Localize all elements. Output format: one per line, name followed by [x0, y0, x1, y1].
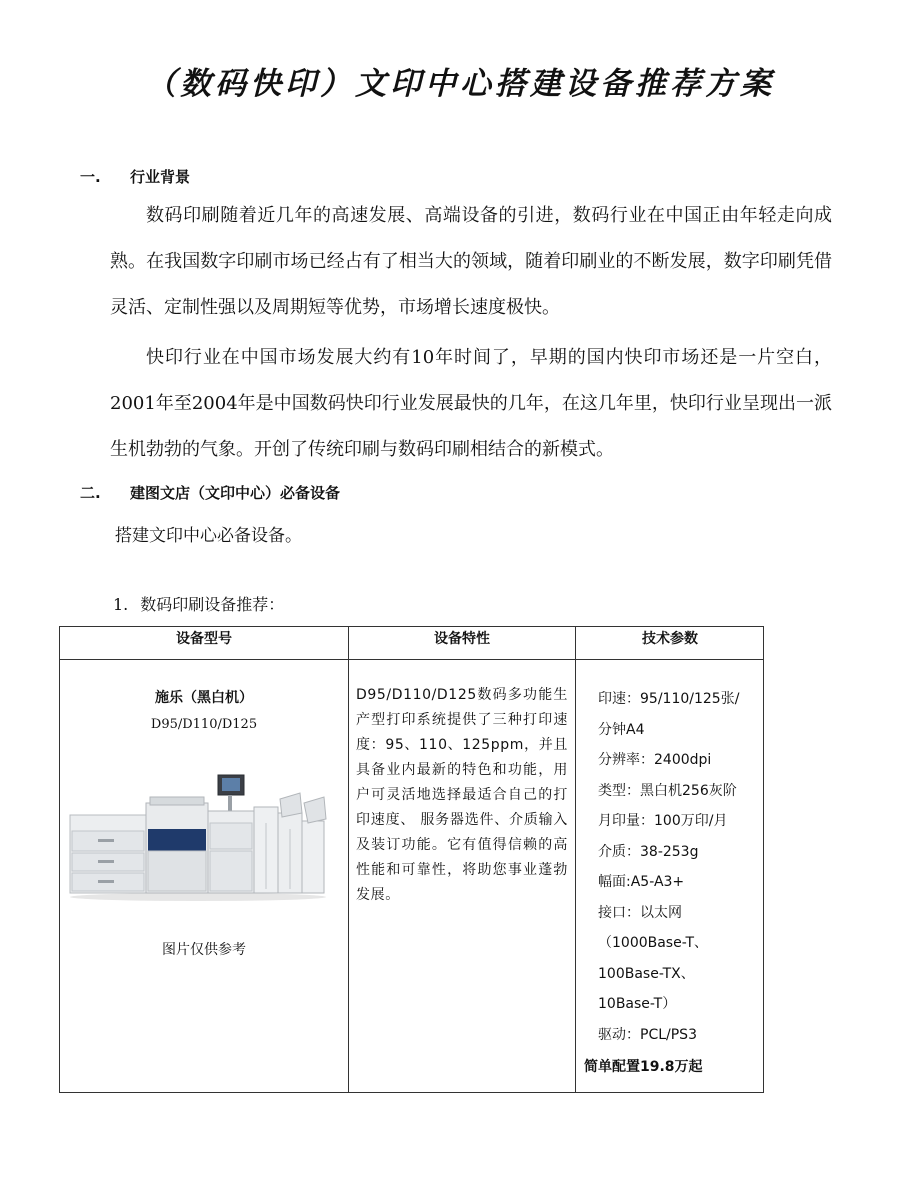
table-header-features: 设备特性	[434, 631, 490, 647]
table-header-model: 设备型号	[176, 631, 232, 647]
spec-line: 类型：黑白机256灰阶	[598, 782, 737, 799]
spec-line: 100Base-TX、	[598, 965, 695, 982]
features-cell: D95/D110/D125数码多功能生产型打印系统提供了三种打印速度：95、110、125ppm，并且具备业内最新的特色和功能，用户可灵活地选择最适合自己的打印速度、 服务器选件、介质输入及装订功能。它有值得信赖的高性能和可靠性，将助您事业蓬勃发展。	[356, 687, 568, 903]
subsection-heading	[113, 592, 284, 615]
specs-cell	[584, 684, 758, 1075]
table-divider	[348, 627, 349, 1092]
spec-line: 接口：以太网	[598, 904, 682, 921]
section-1-paragraph-1: 数码印刷随着近几年的高速发展、高端设备的引进，数码行业在中国正由年轻走向成熟。在我国数字印刷市场已经占有了相当大的领域，随着印刷业的不断发展，数字印刷凭借灵活、定制性强以及周期短等优势，市场增长速度极快。	[110, 205, 832, 318]
section-1-number: 一.	[80, 168, 101, 186]
spec-line: （1000Base-T、	[598, 935, 709, 951]
spec-line: 驱动：PCL/PS3	[598, 1026, 697, 1043]
section-1-paragraph-2: 快印行业在中国市场发展大约有10年时间了，早期的国内快印市场还是一片空白，2001年至2004年是中国数码快印行业发展最快的几年，在这几年里，快印行业呈现出一派生机勃勃的气象。开创了传统印刷与数码印刷相结合的新模式。	[110, 347, 832, 460]
spec-line: 幅面:A5-A3+	[598, 874, 685, 890]
table-header-specs: 技术参数	[642, 631, 698, 647]
spec-line: 分钟A4	[598, 721, 645, 738]
document-title: （数码快印）文印中心搭建设备推荐方案	[145, 66, 775, 102]
section-2-title: 建图文店（文印中心）必备设备	[130, 484, 341, 502]
printer-image	[68, 773, 330, 901]
spec-line: 介质：38-253g	[598, 843, 699, 860]
price-note: 简单配置19.8万起	[584, 1059, 703, 1075]
section-2-heading	[80, 482, 340, 503]
equipment-table	[59, 626, 764, 1093]
subsection-number: 1.	[113, 595, 129, 614]
image-note: 图片仅供参考	[162, 942, 246, 958]
spec-line: 10Base-T）	[598, 996, 677, 1012]
model-name: 施乐（黑白机）	[155, 690, 253, 706]
subsection-label: 数码印刷设备推荐：	[140, 595, 285, 614]
spec-line: 分辨率：2400dpi	[598, 752, 712, 768]
section-1-heading	[80, 166, 190, 187]
spec-line: 印速：95/110/125张/	[598, 691, 740, 707]
section-2-intro: 搭建文印中心必备设备。	[115, 526, 302, 546]
model-cell	[60, 687, 348, 732]
spec-line: 月印量：100万印/月	[598, 813, 728, 829]
table-divider	[575, 627, 576, 1092]
section-2-number: 二.	[80, 484, 101, 502]
model-code: D95/D110/D125	[150, 717, 258, 732]
section-1-title: 行业背景	[130, 168, 191, 186]
